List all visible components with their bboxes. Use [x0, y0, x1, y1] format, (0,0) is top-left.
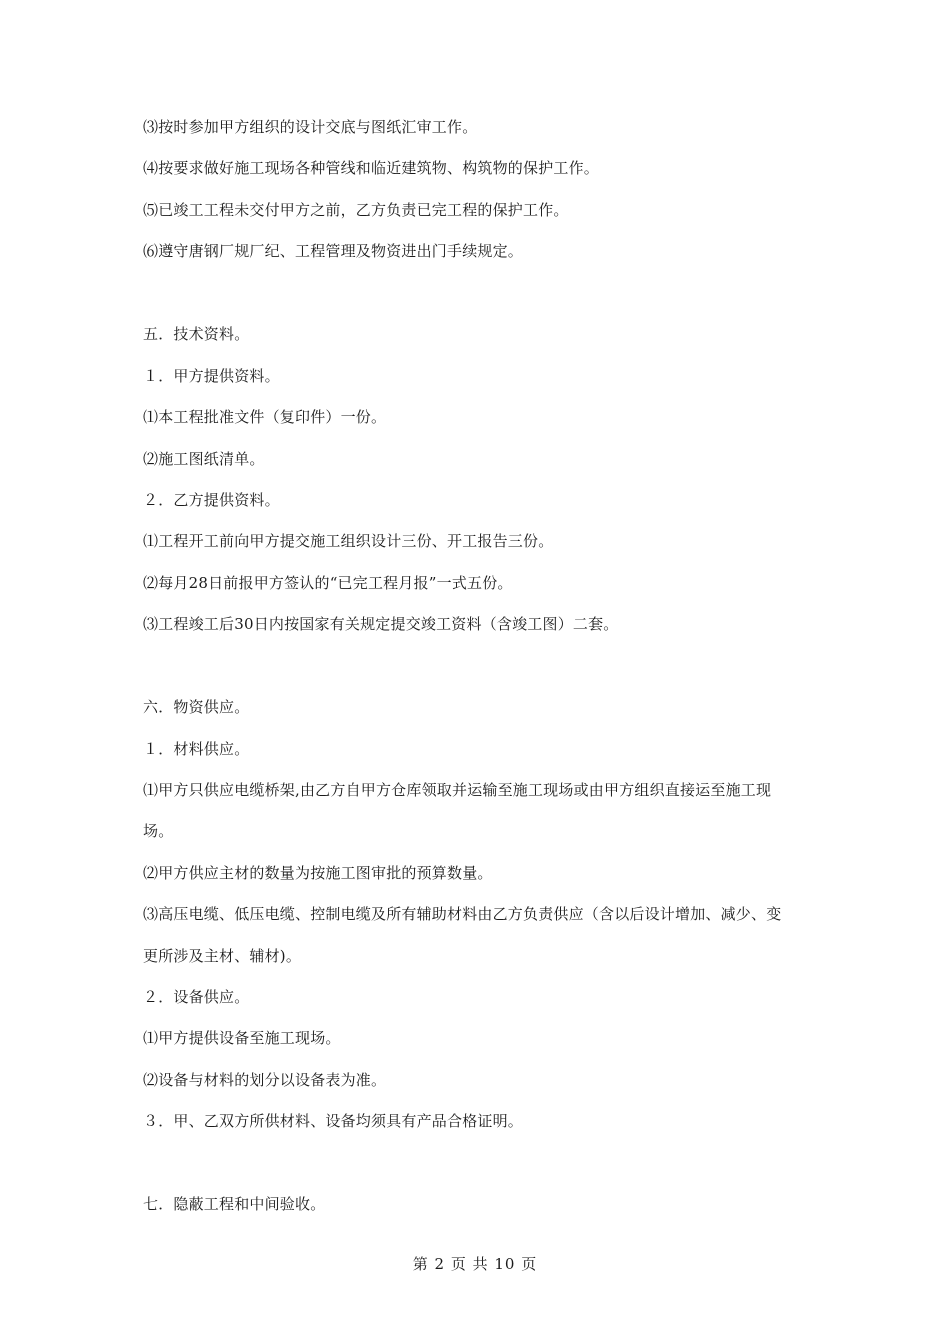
- text-line: ⑷按要求做好施工现场各种管线和临近建筑物、构筑物的保护工作。: [143, 159, 600, 177]
- text-line: ⑸已竣工工程未交付甲方之前，乙方负责已完工程的保护工作。: [143, 201, 569, 219]
- text-line: ⑶工程竣工后30日内按国家有关规定提交竣工资料（含竣工图）二套。: [143, 615, 619, 633]
- text-line: ⑵施工图纸清单。: [143, 450, 265, 468]
- text-line: １．甲方提供资料。: [143, 367, 280, 385]
- text-line: 场。: [143, 822, 174, 840]
- text-line: ⑶高压电缆、低压电缆、控制电缆及所有辅助材料由乙方负责供应（含以后设计增加、减少、变: [143, 905, 782, 923]
- section-heading: 五．技术资料。: [143, 325, 250, 343]
- text-line: ２．设备供应。: [143, 988, 250, 1006]
- section-heading: 七．隐蔽工程和中间验收。: [143, 1195, 326, 1213]
- text-line: ⑵设备与材料的划分以设备表为准。: [143, 1071, 387, 1089]
- page-footer: 第 2 页 共 10 页: [412, 1255, 538, 1273]
- text-line: ⑵甲方供应主材的数量为按施工图审批的预算数量。: [143, 864, 493, 882]
- text-line: ⑴本工程批准文件（复印件）一份。: [143, 408, 387, 426]
- text-line: ⑵每月28日前报甲方签认的“已完工程月报”一式五份。: [143, 574, 513, 592]
- text-line: １．材料供应。: [143, 740, 250, 758]
- text-line: ⑴工程开工前向甲方提交施工组织设计三份、开工报告三份。: [143, 532, 554, 550]
- text-line: ２．乙方提供资料。: [143, 491, 280, 509]
- text-line: ３．甲、乙双方所供材料、设备均须具有产品合格证明。: [143, 1112, 524, 1130]
- text-line: ⑹遵守唐钢厂规厂纪、工程管理及物资进出门手续规定。: [143, 242, 524, 260]
- text-line: ⑶按时参加甲方组织的设计交底与图纸汇审工作。: [143, 118, 478, 136]
- text-line: ⑴甲方只供应电缆桥架,由乙方自甲方仓库领取并运输至施工现场或由甲方组织直接运至施工现: [143, 781, 772, 799]
- section-heading: 六．物资供应。: [143, 698, 250, 716]
- text-line: 更所涉及主材、辅材)。: [143, 947, 302, 965]
- text-line: ⑴甲方提供设备至施工现场。: [143, 1029, 341, 1047]
